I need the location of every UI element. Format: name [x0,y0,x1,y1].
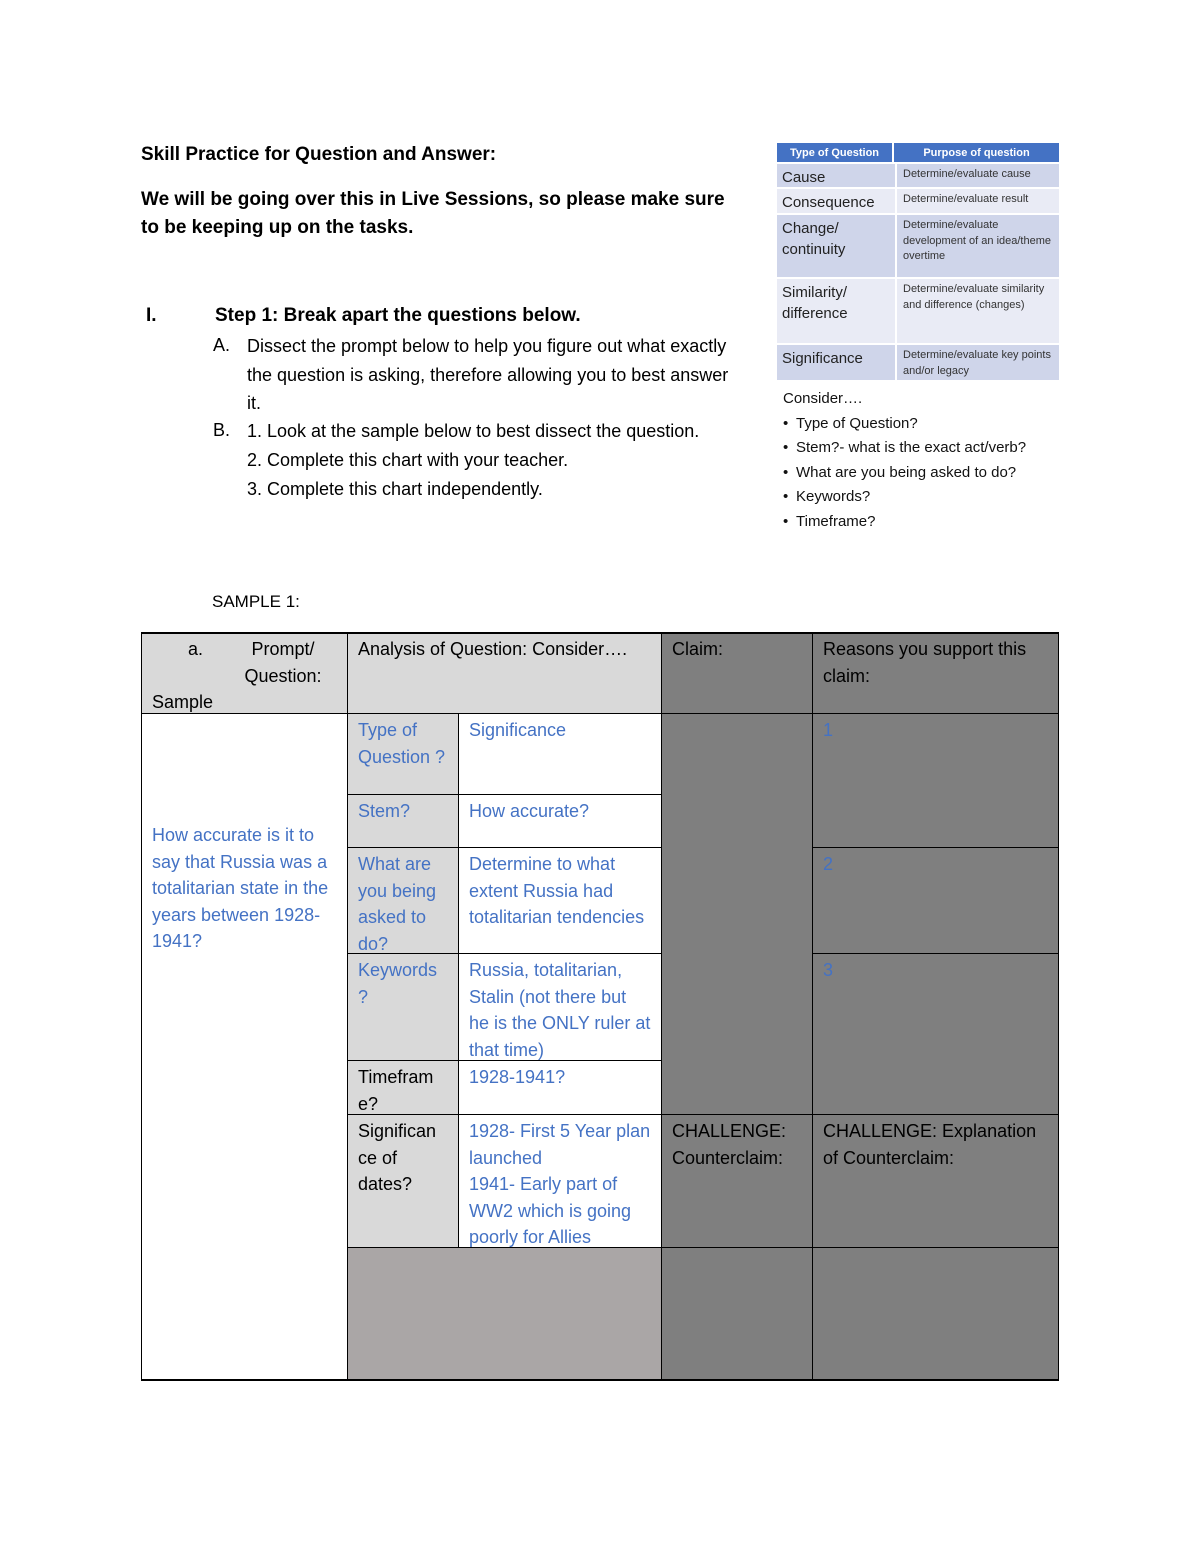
step-number: I. [146,305,157,326]
consider-item: • Type of Question? [783,412,1026,437]
ref-purpose: Determine/evaluate development of an idea/theme overtime [903,219,1051,262]
reason-cell: 1 [812,713,1059,848]
analysis-value: 1928- First 5 Year plan launched 1941- Early part of WW2 which is going poorly for Allies [458,1114,662,1248]
ref-row [777,343,1059,380]
sample-analysis-table [141,632,1059,1381]
analysis-value: Russia, totalitarian, Stalin (not there but he is the ONLY ruler at that time) [458,953,662,1061]
ref-type: Consequence [777,189,897,213]
ref-row [777,162,1059,187]
question-type-reference [777,143,1059,380]
sample-label: SAMPLE 1: [212,592,300,611]
consider-list [783,387,1026,534]
reason-cell: 2 [812,847,1059,954]
counterclaim-cell: CHALLENGE: Counterclaim: [661,1114,813,1248]
ref-header-purpose: Purpose of question [923,146,1030,159]
ref-type: Significance [777,345,897,380]
header-reasons: Reasons you support this claim: [812,632,1059,714]
prompt-header-label: Prompt/ Question: [244,639,322,686]
table-top-border [141,632,1059,634]
ref-header-type: Type of Question [777,143,894,162]
prompt-list-marker: a. [188,639,204,659]
analysis-label: Stem? [347,794,459,848]
header-prompt [141,632,348,714]
header-claim: Claim: [661,632,813,714]
ref-type: Change/ continuity [777,215,897,277]
list-item-b2: 2. Complete this chart with your teacher. [247,450,569,470]
consider-item: • What are you being asked to do? [783,461,1026,486]
analysis-value: 1928-1941? [458,1060,662,1115]
ref-row [777,187,1059,213]
analysis-value: How accurate? [458,794,662,848]
analysis-value: Significance [458,713,662,795]
empty-analysis-cell [347,1247,662,1381]
counterclaim-explanation-cell: CHALLENGE: Explanation of Counterclaim: [812,1114,1059,1248]
analysis-label: Type of Question ? [347,713,459,795]
analysis-label: What are you being asked to do? [347,847,459,954]
prompt-question-cell: How accurate is it to say that Russia was a totalitarian state in the years between 1928-1941? [141,713,348,1381]
analysis-label: Significan ce of dates? [347,1114,459,1248]
analysis-label: Keywords ? [347,953,459,1061]
consider-item: • Timeframe? [783,510,1026,535]
analysis-label: Timefram e? [347,1060,459,1115]
prompt-header-sample: Sample [152,692,214,712]
claim-cell [661,713,813,1115]
ref-purpose: Determine/evaluate key points and/or legacy [903,349,1051,377]
ref-purpose: Determine/evaluate similarity and difference (changes) [903,283,1045,311]
list-item-b3: 3. Complete this chart independently. [247,479,543,499]
list-item-a: Dissect the prompt below to help you figure out what exactly the question is asking, therefore allowing you to best answer it. [247,336,729,413]
ref-row [777,213,1059,277]
consider-item: • Keywords? [783,485,1026,510]
consider-title: Consider…. [783,390,863,407]
table-bottom-border [141,1379,1059,1381]
ref-purpose: Determine/evaluate result [903,193,1029,205]
page-title: Skill Practice for Question and Answer: [141,144,497,165]
list-item-b1: 1. Look at the sample below to best dissect the question. [247,421,700,441]
live-session-note: We will be going over this in Live Sessions, so please make sure to be keeping up on the tasks. [141,189,725,238]
header-analysis: Analysis of Question: Consider…. [347,632,662,714]
consider-item: • Stem?- what is the exact act/verb? [783,436,1026,461]
empty-reasons-cell [812,1247,1059,1381]
list-label-b: B. [213,420,231,440]
ref-type: Cause [777,164,897,187]
step-title: Step 1: Break apart the questions below. [215,305,581,326]
ref-type: Similarity/ difference [777,279,897,343]
analysis-value: Determine to what extent Russia had totalitarian tendencies [458,847,662,954]
ref-purpose: Determine/evaluate cause [903,168,1031,180]
ref-row [777,277,1059,343]
reason-cell: 3 [812,953,1059,1115]
empty-claim-cell [661,1247,813,1381]
list-label-a: A. [213,335,231,355]
